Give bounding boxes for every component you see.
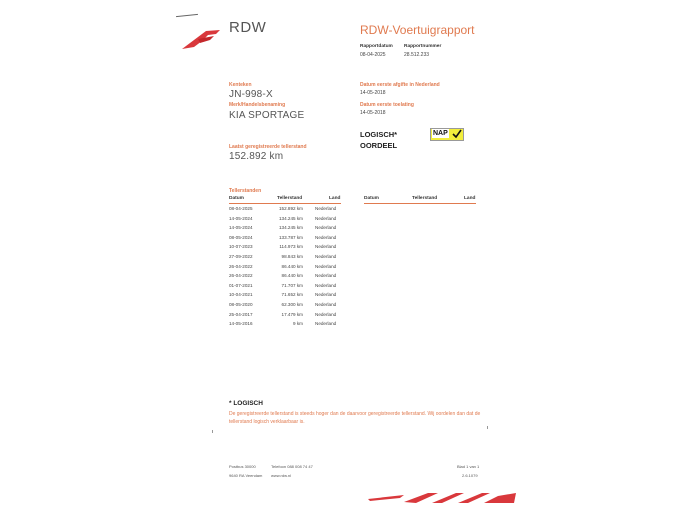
- tellerstanden-table: [229, 206, 344, 331]
- rapportnummer-label: Rapportnummer: [404, 44, 442, 49]
- cell-land: Nederland: [315, 292, 337, 298]
- footer-postcode: 9640 RA Veendam: [229, 473, 263, 478]
- cell-tellerstand: 71.707 km: [281, 282, 303, 288]
- cell-tellerstand: 71.652 km: [281, 292, 303, 298]
- cell-datum: 26-04-2022: [229, 263, 253, 269]
- cell-land: Nederland: [315, 215, 337, 221]
- nap-label: NAP: [433, 130, 448, 137]
- cell-datum: 08-04-2025: [229, 206, 253, 211]
- footnote-mark-left: [212, 430, 213, 433]
- brand-name: RDW: [229, 19, 267, 36]
- kenteken-label: Kenteken: [229, 82, 252, 88]
- cell-tellerstand: 114.973 km: [279, 244, 303, 250]
- cell-datum: 10-04-2021: [229, 292, 253, 298]
- cell-datum: 01-07-2021: [229, 282, 253, 288]
- verdict-line2: OORDEEL: [360, 141, 398, 150]
- col-land-right: Land: [464, 196, 476, 201]
- cell-land: Nederland: [315, 263, 337, 269]
- cell-datum: 25-04-2017: [229, 311, 253, 317]
- cell-tellerstand: 134.245 km: [278, 215, 303, 221]
- tellerstanden-label: Tellerstanden: [229, 188, 262, 194]
- table-row: [229, 283, 344, 293]
- cell-land: Nederland: [315, 225, 337, 231]
- col-datum-left: Datum: [229, 196, 244, 201]
- cell-tellerstand: 86.440 km: [281, 263, 303, 269]
- checkmark-icon: [452, 129, 462, 139]
- kenteken-value: JN-998-X: [229, 89, 273, 100]
- footnote-text: De geregistreerde tellerstand is steeds hoger dan de daarvoor geregistreerde tellerstand. Wij oordelen dan dat de tellerstand logisch verklaarbaar is.: [229, 411, 481, 425]
- table-row: [229, 321, 344, 331]
- cell-land: Nederland: [315, 244, 337, 250]
- cell-land: Nederland: [315, 273, 337, 279]
- rdw-stripes-icon: [366, 490, 518, 506]
- merk-value: KIA SPORTAGE: [229, 110, 305, 121]
- tellerstand-value: 152.892 km: [229, 151, 284, 162]
- afgifte-nl-value: 14-05-2018: [360, 90, 386, 96]
- eerste-toelating-label: Datum eerste toelating: [360, 102, 414, 108]
- header-divider-left: [229, 203, 341, 204]
- cell-datum: 27-09-2022: [229, 254, 253, 259]
- cell-datum: 10-07-2023: [229, 244, 253, 250]
- footer-postbus: Postbus 30000: [229, 464, 256, 469]
- cell-land: Nederland: [315, 234, 337, 240]
- table-row: [229, 254, 344, 264]
- rapportdatum-value: 08-04-2025: [360, 52, 386, 58]
- cell-tellerstand: 9 km: [293, 321, 303, 327]
- cell-datum: 08-05-2020: [229, 302, 253, 307]
- table-row: [229, 292, 344, 302]
- cell-datum: 08-05-2024: [229, 234, 253, 240]
- table-row: [229, 244, 344, 254]
- footnote-title: * LOGISCH: [229, 400, 263, 407]
- col-tellerstand-left: Tellerstand: [277, 196, 303, 201]
- cell-tellerstand: 62.300 km: [281, 302, 303, 307]
- nap-logo: [430, 128, 464, 141]
- rapportdatum-label: Rapportdatum: [360, 44, 393, 49]
- cell-land: Nederland: [315, 302, 337, 307]
- cell-tellerstand: 133.787 km: [278, 234, 303, 240]
- cell-datum: 14-05-2024: [229, 225, 253, 231]
- cell-tellerstand: 134.245 km: [278, 225, 303, 231]
- table-row: [229, 235, 344, 245]
- cell-land: Nederland: [315, 282, 337, 288]
- table-row: [229, 225, 344, 235]
- afgifte-nl-label: Datum eerste afgifte in Nederland: [360, 82, 440, 88]
- table-row: [229, 264, 344, 274]
- cell-land: Nederland: [315, 321, 337, 327]
- eerste-toelating-value: 14-05-2018: [360, 110, 386, 116]
- cell-land: Nederland: [315, 206, 337, 211]
- table-row: [229, 302, 344, 312]
- tellerstand-label: Laatst geregistreerde tellerstand: [229, 144, 307, 150]
- cell-tellerstand: 86.440 km: [281, 273, 303, 279]
- table-row: [229, 206, 344, 216]
- cell-tellerstand: 152.892 km: [278, 206, 303, 211]
- cell-datum: 14-05-2024: [229, 215, 253, 221]
- table-row: [229, 273, 344, 283]
- cell-datum: 14-05-2016: [229, 321, 253, 327]
- cell-datum: 26-04-2022: [229, 273, 253, 279]
- table-row: [229, 312, 344, 322]
- footer-code: 2.6.1079: [462, 473, 478, 478]
- col-tellerstand-right: Tellerstand: [412, 196, 438, 201]
- table-row: [229, 216, 344, 226]
- rdw-logo-icon: [180, 27, 224, 51]
- scan-mark: [176, 14, 198, 17]
- footnote-mark-right: [487, 426, 488, 429]
- col-land-left: Land: [329, 196, 341, 201]
- report-title: RDW-Voertuigrapport: [360, 23, 475, 37]
- merk-label: Merk/Handelsbenaming: [229, 102, 286, 108]
- rapportnummer-value: 28.512.233: [404, 52, 430, 58]
- cell-tellerstand: 17.479 km: [281, 311, 303, 317]
- footer-telefoon: Telefoon 088 008 74 47: [271, 464, 313, 469]
- col-datum-right: Datum: [364, 196, 379, 201]
- header-divider-right: [364, 203, 476, 204]
- footer-website: www.rdw.nl: [271, 473, 292, 478]
- verdict-line1: LOGISCH*: [360, 130, 398, 139]
- cell-land: Nederland: [315, 311, 337, 317]
- cell-land: Nederland: [315, 254, 337, 259]
- footer-page: Blad 1 van 1: [457, 464, 480, 469]
- cell-tellerstand: 98.843 km: [281, 254, 303, 259]
